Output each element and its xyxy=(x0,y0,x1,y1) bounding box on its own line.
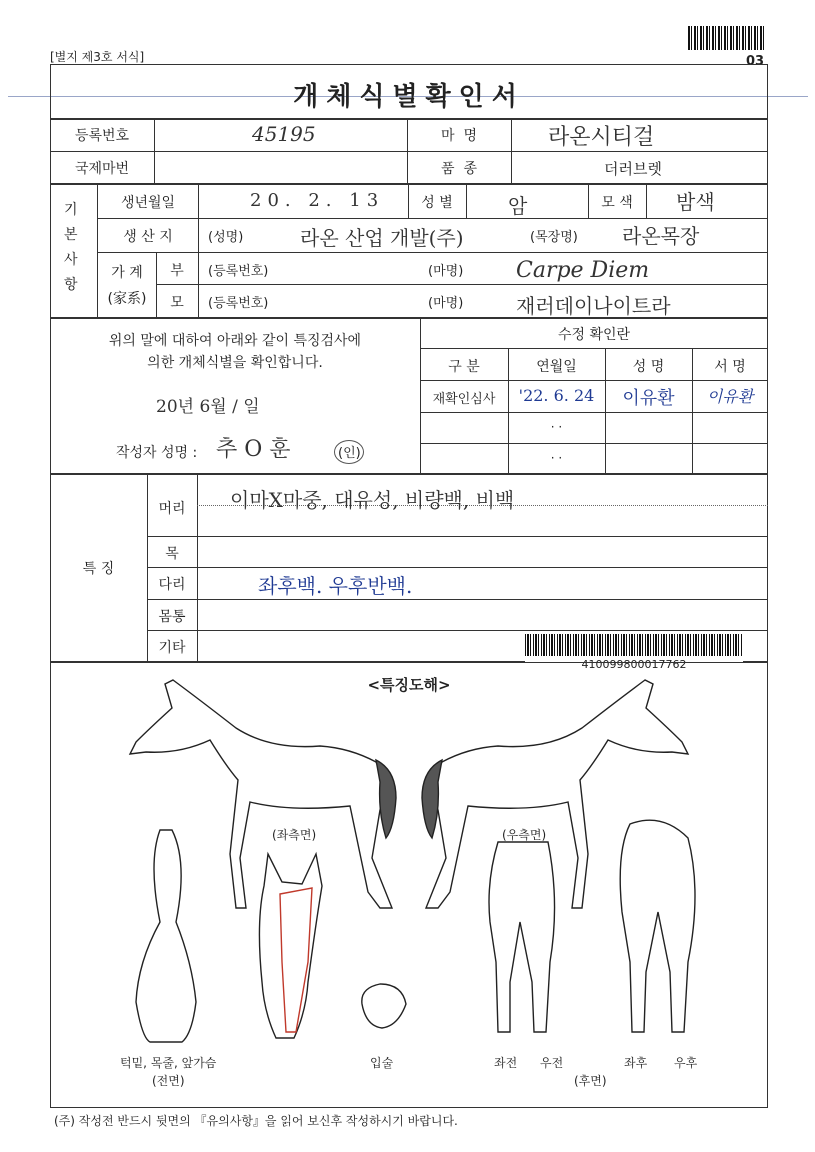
left-side-label: (좌측면) xyxy=(272,828,317,842)
feature-body-label: 몸통 xyxy=(158,609,186,625)
writer-signature: 추 O 훈 xyxy=(216,437,291,462)
sire-name-value: Carpe Diem xyxy=(516,258,650,283)
horse-diagram xyxy=(50,662,768,1108)
form-number: [별지 제3호 서식] xyxy=(50,50,145,64)
horse-rear-view xyxy=(620,820,695,1032)
sire-label: 부 xyxy=(170,263,184,279)
footer-note: (주) 작성전 반드시 뒷면의 『유의사항』을 읽어 보신후 작성하시기 바랍니다. xyxy=(54,1114,458,1128)
revision-header-type: 구 분 xyxy=(448,359,480,375)
horse-right-side-outline xyxy=(426,680,688,908)
breed-label: 품 종 xyxy=(441,161,477,177)
producer-name-value: 라온 산업 개발(주) xyxy=(300,226,464,250)
feature-head-value: 이마X마중, 대유성, 비량백, 비백 xyxy=(230,488,515,512)
front-caption: 턱밑, 목줄, 앞가슴 xyxy=(120,1056,217,1070)
dam-label: 모 xyxy=(170,295,184,311)
right-front-label: 우전 xyxy=(540,1056,564,1070)
sex-value: 암 xyxy=(508,194,528,218)
horse-front-legs-rear xyxy=(489,842,555,1032)
farm-name-prefix: (목장명) xyxy=(530,230,578,245)
lips-label: 입술 xyxy=(370,1056,394,1070)
writer-seal: (인) xyxy=(338,446,361,461)
feature-legs-label: 다리 xyxy=(158,577,186,593)
revision-header-name: 성 명 xyxy=(632,359,665,375)
right-side-label: (우측면) xyxy=(502,828,547,842)
left-hind-label: 좌후 xyxy=(624,1056,648,1070)
right-hind-label: 우후 xyxy=(674,1056,698,1070)
feature-other-label: 기타 xyxy=(158,640,186,656)
features-section-label: 특 징 xyxy=(82,561,115,577)
pedigree-label: 가 계 xyxy=(111,265,143,281)
writer-label: 작성자 성명 : xyxy=(116,445,198,461)
horse-lips xyxy=(362,984,406,1028)
front-label: (전면) xyxy=(152,1074,185,1088)
confirmation-statement-line2: 의한 개체식별을 확인합니다. xyxy=(147,355,323,371)
revision-row1-sign: 이유환 xyxy=(706,387,754,406)
sire-reg-prefix: (등록번호) xyxy=(208,264,269,279)
confirmation-date: 20년 6월 / 일 xyxy=(156,397,260,417)
color-value: 밤색 xyxy=(676,190,715,214)
feature-head-label: 머리 xyxy=(158,501,186,517)
producer-label: 생 산 지 xyxy=(123,229,173,245)
confirmation-statement-line1: 위의 말에 대하여 아래와 같이 특징검사에 xyxy=(108,333,362,349)
top-barcode xyxy=(688,26,766,50)
revision-row3-date: · · xyxy=(550,451,563,465)
revision-row1-type: 재확인심사 xyxy=(432,392,496,407)
horse-left-tail xyxy=(376,760,396,838)
basic-section-label: 기본사항 xyxy=(64,202,78,293)
revision-header-sign: 서 명 xyxy=(714,359,746,375)
horse-head-front xyxy=(259,854,322,1038)
birth-label: 생년월일 xyxy=(120,195,176,211)
revision-header-date: 연월일 xyxy=(536,359,577,375)
revision-row1-name: 이유환 xyxy=(622,388,675,409)
left-front-label: 좌전 xyxy=(494,1056,518,1070)
color-label: 모 색 xyxy=(601,195,633,211)
page-number: 03 xyxy=(746,54,765,69)
revision-title: 수정 확인란 xyxy=(557,327,631,343)
horse-left-side-outline xyxy=(130,680,392,908)
horse-name-value: 라온시티걸 xyxy=(548,125,655,150)
horse-front-neck xyxy=(136,830,196,1042)
head-marking xyxy=(280,888,312,1032)
feature-neck-label: 목 xyxy=(165,546,179,562)
producer-name-prefix: (성명) xyxy=(208,230,244,245)
revision-row1-date: '22. 6. 24 xyxy=(518,386,595,405)
farm-name-value: 라온목장 xyxy=(622,224,700,248)
birth-value: 20. 2. 13 xyxy=(250,190,385,211)
dam-reg-prefix: (등록번호) xyxy=(208,296,269,311)
breed-value: 더러브렛 xyxy=(604,160,662,178)
sire-name-prefix: (마명) xyxy=(428,264,464,279)
reg-no-value: 45195 xyxy=(252,122,316,146)
dam-name-value: 재러데이나이트라 xyxy=(516,294,671,318)
horse-name-label: 마 명 xyxy=(441,128,477,144)
feature-legs-value: 좌후백. 우후반백. xyxy=(258,574,413,598)
sex-label: 성 별 xyxy=(421,195,453,211)
revision-row2-date: · · xyxy=(550,420,563,434)
reg-no-label: 등록번호 xyxy=(74,128,130,144)
diagram-title: <특징도해> xyxy=(367,676,451,694)
horse-right-tail xyxy=(422,760,442,838)
seal-scribble xyxy=(334,440,364,464)
intl-no-label: 국제마번 xyxy=(74,161,130,177)
feature-barcode xyxy=(525,634,743,656)
barcode-number: 410099800017762 xyxy=(525,658,743,671)
pedigree-sub-label: (家系) xyxy=(107,291,147,307)
page-title: 개체식별확인서 xyxy=(293,82,525,112)
dam-name-prefix: (마명) xyxy=(428,296,464,311)
rear-label: (후면) xyxy=(574,1074,607,1088)
